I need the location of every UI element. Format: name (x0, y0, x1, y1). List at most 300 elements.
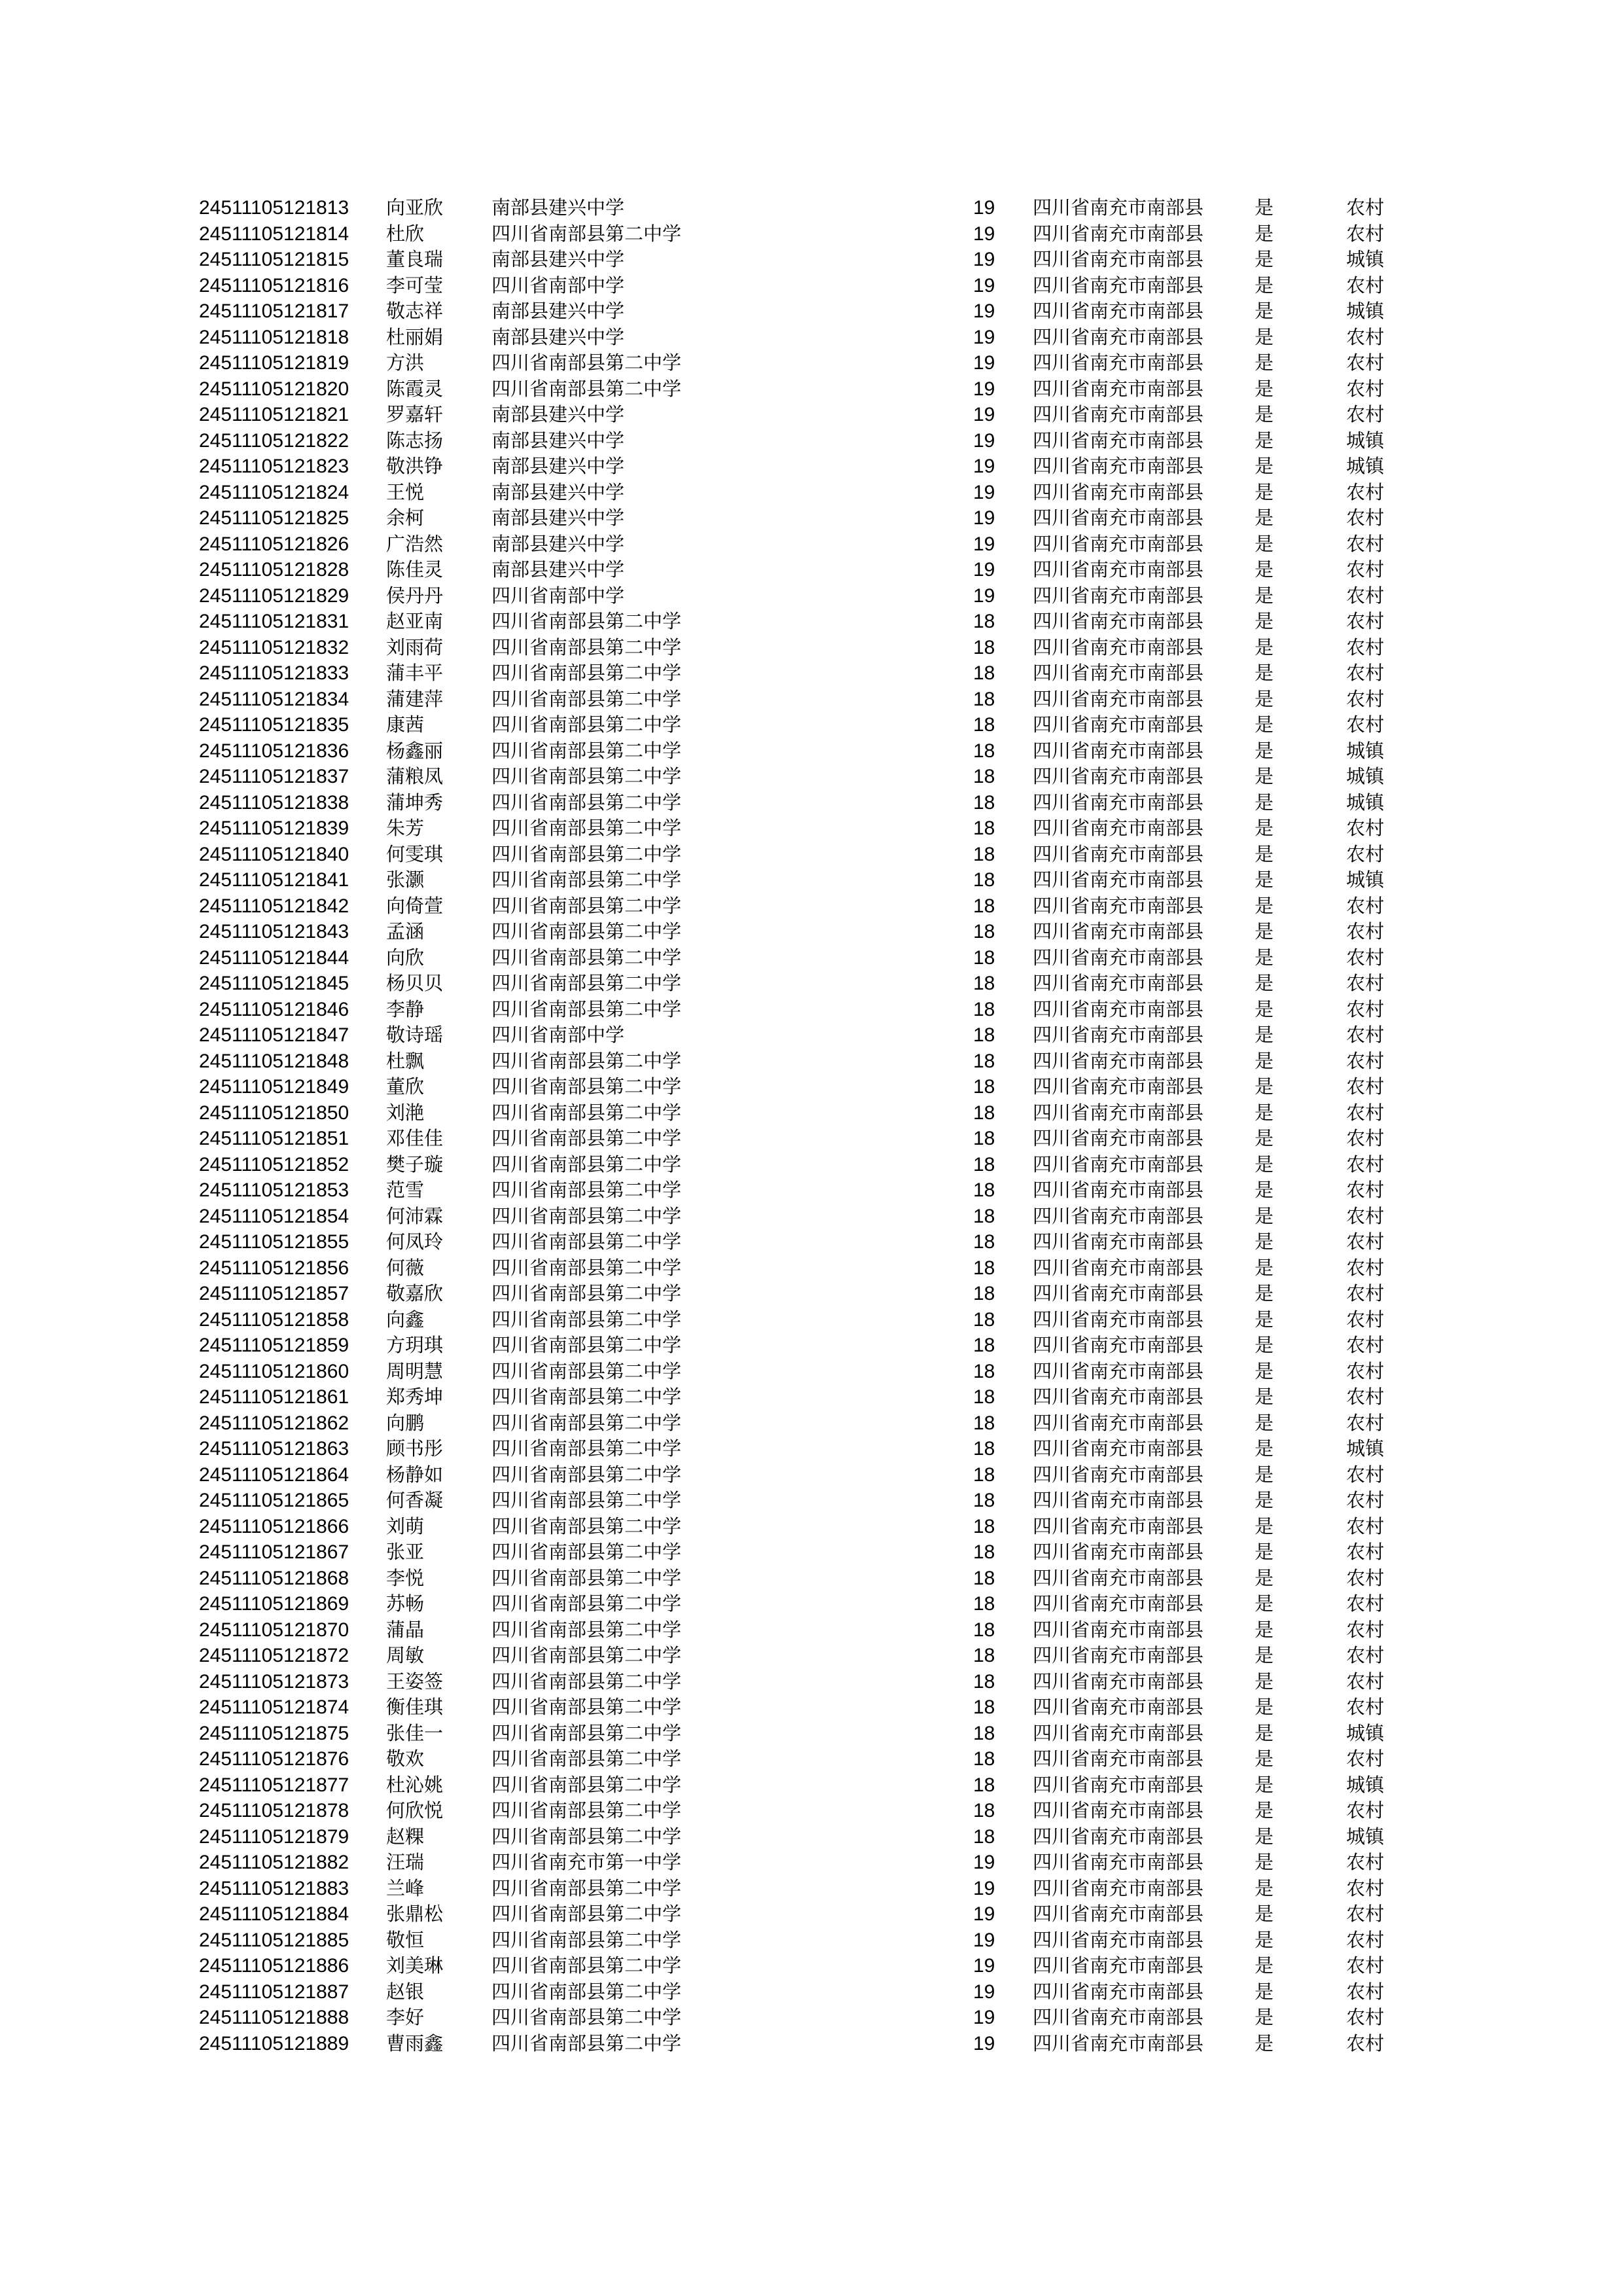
table-row (0, 1617, 1623, 1643)
exam-number: 24511105121864 (199, 1463, 349, 1486)
residence-type: 城镇 (1346, 1721, 1385, 1744)
household-address: 四川省南充市南部县 (1033, 894, 1204, 917)
school-name: 南部县建兴中学 (491, 558, 625, 581)
school-name: 四川省南部县第二中学 (491, 1256, 682, 1279)
student-name: 刘滟 (386, 1101, 425, 1124)
age: 18 (973, 1128, 995, 1149)
eligibility-flag: 是 (1255, 403, 1274, 425)
exam-number: 24511105121832 (199, 636, 349, 658)
exam-number: 24511105121836 (199, 740, 349, 762)
household-address: 四川省南充市南部县 (1033, 1334, 1204, 1356)
exam-number: 24511105121874 (199, 1696, 349, 1718)
residence-type: 农村 (1346, 1153, 1385, 1175)
residence-type: 农村 (1346, 1230, 1385, 1253)
school-name: 四川省南部县第二中学 (491, 1799, 682, 1821)
eligibility-flag: 是 (1255, 842, 1274, 865)
table-row (0, 1436, 1623, 1462)
residence-type: 农村 (1346, 842, 1385, 865)
table-row (0, 1488, 1623, 1514)
exam-number: 24511105121840 (199, 843, 349, 865)
eligibility-flag: 是 (1255, 636, 1274, 658)
school-name: 四川省南部县第二中学 (491, 1230, 682, 1253)
eligibility-flag: 是 (1255, 1101, 1274, 1124)
school-name: 四川省南充市第一中学 (491, 1851, 682, 1873)
school-name: 四川省南部县第二中学 (491, 1437, 682, 1460)
residence-type: 农村 (1346, 1024, 1385, 1046)
residence-type: 农村 (1346, 1411, 1385, 1434)
eligibility-flag: 是 (1255, 1566, 1274, 1589)
exam-number: 24511105121829 (199, 584, 349, 607)
age: 19 (973, 274, 995, 296)
table-row (0, 2031, 1623, 2057)
household-address: 四川省南充市南部县 (1033, 1541, 1204, 1563)
student-name: 杜丽娟 (386, 325, 444, 348)
household-address: 四川省南充市南部县 (1033, 1851, 1204, 1873)
eligibility-flag: 是 (1255, 1618, 1274, 1641)
table-row (0, 298, 1623, 325)
eligibility-flag: 是 (1255, 248, 1274, 270)
student-name: 侯丹丹 (386, 584, 444, 607)
age: 18 (973, 1567, 995, 1589)
student-name: 曹雨鑫 (386, 2032, 444, 2054)
student-name: 蒲晶 (386, 1618, 425, 1641)
residence-type: 农村 (1346, 1696, 1385, 1718)
age: 19 (973, 1903, 995, 1925)
exam-number: 24511105121822 (199, 429, 349, 452)
table-row (0, 764, 1623, 790)
eligibility-flag: 是 (1255, 1386, 1274, 1408)
school-name: 四川省南部县第二中学 (491, 1489, 682, 1511)
school-name: 四川省南部县第二中学 (491, 1359, 682, 1382)
eligibility-flag: 是 (1255, 687, 1274, 710)
eligibility-flag: 是 (1255, 1489, 1274, 1511)
eligibility-flag: 是 (1255, 972, 1274, 994)
table-row (0, 1126, 1623, 1152)
exam-number: 24511105121857 (199, 1283, 349, 1304)
exam-number: 24511105121846 (199, 998, 349, 1020)
table-row (0, 1514, 1623, 1540)
residence-type: 农村 (1346, 1876, 1385, 1899)
household-address: 四川省南充市南部县 (1033, 997, 1204, 1020)
household-address: 四川省南充市南部县 (1033, 1282, 1204, 1304)
eligibility-flag: 是 (1255, 196, 1274, 219)
eligibility-flag: 是 (1255, 662, 1274, 684)
eligibility-flag: 是 (1255, 1359, 1274, 1382)
household-address: 四川省南充市南部县 (1033, 325, 1204, 348)
table-row (0, 221, 1623, 247)
exam-number: 24511105121825 (199, 507, 349, 529)
table-row (0, 1539, 1623, 1566)
student-name: 何雯琪 (386, 842, 444, 865)
school-name: 四川省南部中学 (491, 274, 625, 296)
school-name: 四川省南部县第二中学 (491, 791, 682, 814)
table-row (0, 1049, 1623, 1075)
residence-type: 城镇 (1346, 455, 1385, 477)
student-name: 杜欣 (386, 222, 425, 245)
eligibility-flag: 是 (1255, 1153, 1274, 1175)
household-address: 四川省南充市南部县 (1033, 1696, 1204, 1718)
household-address: 四川省南充市南部县 (1033, 610, 1204, 632)
eligibility-flag: 是 (1255, 946, 1274, 969)
table-row (0, 350, 1623, 376)
residence-type: 农村 (1346, 274, 1385, 296)
student-name: 张鼎松 (386, 1903, 444, 1925)
age: 18 (973, 1438, 995, 1460)
household-address: 四川省南充市南部县 (1033, 817, 1204, 839)
eligibility-flag: 是 (1255, 1903, 1274, 1925)
table-row (0, 325, 1623, 351)
eligibility-flag: 是 (1255, 222, 1274, 245)
age: 19 (973, 1955, 995, 1977)
school-name: 四川省南部县第二中学 (491, 1515, 682, 1537)
household-address: 四川省南充市南部县 (1033, 1566, 1204, 1589)
household-address: 四川省南充市南部县 (1033, 662, 1204, 684)
household-address: 四川省南充市南部县 (1033, 636, 1204, 658)
residence-type: 农村 (1346, 1954, 1385, 1977)
eligibility-flag: 是 (1255, 1954, 1274, 1977)
exam-number: 24511105121844 (199, 946, 349, 969)
eligibility-flag: 是 (1255, 455, 1274, 477)
student-name: 朱芳 (386, 817, 425, 839)
eligibility-flag: 是 (1255, 584, 1274, 607)
age: 18 (973, 1774, 995, 1796)
residence-type: 农村 (1346, 196, 1385, 219)
exam-number: 24511105121875 (199, 1722, 349, 1744)
residence-type: 农村 (1346, 1256, 1385, 1279)
eligibility-flag: 是 (1255, 920, 1274, 942)
table-row (0, 1591, 1623, 1617)
table-row (0, 1384, 1623, 1410)
school-name: 四川省南部县第二中学 (491, 1049, 682, 1072)
age: 18 (973, 1696, 995, 1718)
student-name: 敬嘉欣 (386, 1282, 444, 1304)
table-row (0, 454, 1623, 480)
student-name: 何薇 (386, 1256, 425, 1279)
student-name: 董欣 (386, 1075, 425, 1098)
eligibility-flag: 是 (1255, 2006, 1274, 2028)
household-address: 四川省南充市南部县 (1033, 1256, 1204, 1279)
residence-type: 城镇 (1346, 1825, 1385, 1848)
eligibility-flag: 是 (1255, 713, 1274, 736)
age: 19 (973, 507, 995, 529)
eligibility-flag: 是 (1255, 351, 1274, 374)
student-name: 杨贝贝 (386, 972, 444, 994)
student-name: 向欣 (386, 946, 425, 969)
student-name: 郑秀坤 (386, 1386, 444, 1408)
age: 18 (973, 1800, 995, 1821)
age: 18 (973, 1825, 995, 1848)
residence-type: 农村 (1346, 1386, 1385, 1408)
exam-number: 24511105121814 (199, 223, 349, 245)
age: 18 (973, 1412, 995, 1434)
household-address: 四川省南充市南部县 (1033, 1075, 1204, 1098)
residence-type: 农村 (1346, 997, 1385, 1020)
exam-number: 24511105121819 (199, 352, 349, 374)
household-address: 四川省南充市南部县 (1033, 1359, 1204, 1382)
residence-type: 农村 (1346, 946, 1385, 969)
age: 18 (973, 740, 995, 762)
table-row (0, 273, 1623, 299)
residence-type: 农村 (1346, 1541, 1385, 1563)
residence-type: 农村 (1346, 817, 1385, 839)
school-name: 四川省南部县第二中学 (491, 1928, 682, 1951)
age: 18 (973, 1231, 995, 1253)
student-name: 蒲建萍 (386, 687, 444, 710)
table-row (0, 1410, 1623, 1437)
eligibility-flag: 是 (1255, 869, 1274, 891)
table-row (0, 1307, 1623, 1333)
household-address: 四川省南充市南部县 (1033, 1825, 1204, 1848)
school-name: 四川省南部县第二中学 (491, 1308, 682, 1331)
residence-type: 农村 (1346, 972, 1385, 994)
eligibility-flag: 是 (1255, 610, 1274, 632)
school-name: 四川省南部县第二中学 (491, 1282, 682, 1304)
exam-number: 24511105121833 (199, 662, 349, 684)
household-address: 四川省南充市南部县 (1033, 248, 1204, 270)
table-row (0, 1746, 1623, 1772)
residence-type: 城镇 (1346, 869, 1385, 891)
household-address: 四川省南充市南部县 (1033, 2006, 1204, 2028)
table-row (0, 376, 1623, 403)
exam-number: 24511105121839 (199, 817, 349, 839)
school-name: 四川省南部县第二中学 (491, 1876, 682, 1899)
household-address: 四川省南充市南部县 (1033, 274, 1204, 296)
residence-type: 农村 (1346, 403, 1385, 425)
student-name: 刘美琳 (386, 1954, 444, 1977)
household-address: 四川省南充市南部县 (1033, 377, 1204, 400)
household-address: 四川省南充市南部县 (1033, 300, 1204, 322)
exam-number: 24511105121845 (199, 973, 349, 994)
table-row (0, 1850, 1623, 1876)
household-address: 四川省南充市南部县 (1033, 196, 1204, 219)
age: 18 (973, 1153, 995, 1175)
eligibility-flag: 是 (1255, 507, 1274, 529)
school-name: 四川省南部县第二中学 (491, 687, 682, 710)
table-row (0, 1876, 1623, 1902)
age: 18 (973, 1541, 995, 1563)
household-address: 四川省南充市南部县 (1033, 946, 1204, 969)
age: 18 (973, 636, 995, 658)
residence-type: 农村 (1346, 1644, 1385, 1666)
school-name: 四川省南部县第二中学 (491, 1748, 682, 1770)
school-name: 四川省南部县第二中学 (491, 1386, 682, 1408)
age: 18 (973, 1386, 995, 1408)
household-address: 四川省南充市南部县 (1033, 1411, 1204, 1434)
table-row (0, 1979, 1623, 2005)
exam-number: 24511105121834 (199, 688, 349, 710)
age: 18 (973, 1645, 995, 1666)
age: 18 (973, 1257, 995, 1279)
age: 18 (973, 1593, 995, 1615)
school-name: 南部县建兴中学 (491, 480, 625, 503)
residence-type: 农村 (1346, 1799, 1385, 1821)
residence-type: 农村 (1346, 1903, 1385, 1925)
eligibility-flag: 是 (1255, 1670, 1274, 1693)
eligibility-flag: 是 (1255, 274, 1274, 296)
exam-number: 24511105121821 (199, 404, 349, 425)
school-name: 四川省南部县第二中学 (491, 946, 682, 969)
residence-type: 农村 (1346, 1179, 1385, 1201)
table-row (0, 1229, 1623, 1255)
student-name: 敬诗瑶 (386, 1024, 444, 1046)
age: 19 (973, 2007, 995, 2028)
table-row (0, 945, 1623, 971)
household-address: 四川省南充市南部县 (1033, 713, 1204, 736)
household-address: 四川省南充市南部县 (1033, 1799, 1204, 1821)
student-name: 张佳一 (386, 1721, 444, 1744)
table-row (0, 1177, 1623, 1204)
household-address: 四川省南充市南部县 (1033, 869, 1204, 891)
age: 18 (973, 973, 995, 994)
school-name: 四川省南部县第二中学 (491, 2032, 682, 2054)
eligibility-flag: 是 (1255, 2032, 1274, 2054)
student-name: 李静 (386, 997, 425, 1020)
exam-number: 24511105121884 (199, 1903, 349, 1925)
household-address: 四川省南充市南部县 (1033, 920, 1204, 942)
exam-number: 24511105121852 (199, 1153, 349, 1175)
school-name: 四川省南部县第二中学 (491, 1334, 682, 1356)
student-name: 何欣悦 (386, 1799, 444, 1821)
table-row (0, 1772, 1623, 1799)
household-address: 四川省南充市南部县 (1033, 1386, 1204, 1408)
residence-type: 城镇 (1346, 739, 1385, 762)
eligibility-flag: 是 (1255, 739, 1274, 762)
eligibility-flag: 是 (1255, 325, 1274, 348)
school-name: 四川省南部县第二中学 (491, 1101, 682, 1124)
household-address: 四川省南充市南部县 (1033, 2032, 1204, 2054)
residence-type: 农村 (1346, 713, 1385, 736)
school-name: 四川省南部县第二中学 (491, 1954, 682, 1977)
exam-number: 24511105121820 (199, 378, 349, 400)
residence-type: 农村 (1346, 1489, 1385, 1511)
residence-type: 城镇 (1346, 765, 1385, 787)
student-name: 李好 (386, 2006, 425, 2028)
student-name: 陈霞灵 (386, 377, 444, 400)
student-name: 罗嘉轩 (386, 403, 444, 425)
residence-type: 农村 (1346, 1334, 1385, 1356)
student-name: 邓佳佳 (386, 1127, 444, 1149)
student-name: 方玥琪 (386, 1334, 444, 1356)
age: 18 (973, 843, 995, 865)
exam-number: 24511105121841 (199, 869, 349, 891)
table-row (0, 247, 1623, 273)
school-name: 四川省南部县第二中学 (491, 1204, 682, 1227)
eligibility-flag: 是 (1255, 1282, 1274, 1304)
age: 19 (973, 559, 995, 581)
table-row (0, 1255, 1623, 1282)
table-row (0, 1953, 1623, 1979)
school-name: 四川省南部县第二中学 (491, 842, 682, 865)
residence-type: 农村 (1346, 532, 1385, 555)
residence-type: 城镇 (1346, 429, 1385, 452)
residence-type: 农村 (1346, 1748, 1385, 1770)
table-row (0, 1721, 1623, 1747)
exam-number: 24511105121854 (199, 1205, 349, 1227)
table-row (0, 1281, 1623, 1307)
table-row (0, 1100, 1623, 1126)
student-name: 刘雨荷 (386, 636, 444, 658)
eligibility-flag: 是 (1255, 532, 1274, 555)
household-address: 四川省南充市南部县 (1033, 765, 1204, 787)
school-name: 四川省南部县第二中学 (491, 1696, 682, 1718)
residence-type: 城镇 (1346, 300, 1385, 322)
household-address: 四川省南充市南部县 (1033, 1463, 1204, 1486)
student-name: 杜沁姚 (386, 1773, 444, 1796)
exam-number: 24511105121866 (199, 1515, 349, 1537)
school-name: 四川省南部县第二中学 (491, 1541, 682, 1563)
table-row (0, 738, 1623, 764)
eligibility-flag: 是 (1255, 480, 1274, 503)
school-name: 四川省南部县第二中学 (491, 1127, 682, 1149)
age: 19 (973, 404, 995, 425)
school-name: 四川省南部中学 (491, 1024, 625, 1046)
residence-type: 农村 (1346, 1101, 1385, 1124)
student-name: 方洪 (386, 351, 425, 374)
table-row (0, 687, 1623, 713)
table-row (0, 583, 1623, 609)
table-row (0, 557, 1623, 583)
exam-number: 24511105121831 (199, 611, 349, 632)
school-name: 四川省南部县第二中学 (491, 869, 682, 891)
school-name: 四川省南部县第二中学 (491, 1075, 682, 1098)
eligibility-flag: 是 (1255, 1748, 1274, 1770)
residence-type: 农村 (1346, 507, 1385, 529)
school-name: 南部县建兴中学 (491, 325, 625, 348)
age: 18 (973, 998, 995, 1020)
school-name: 南部县建兴中学 (491, 532, 625, 555)
exam-number: 24511105121869 (199, 1593, 349, 1615)
school-name: 四川省南部县第二中学 (491, 817, 682, 839)
student-name: 李悦 (386, 1566, 425, 1589)
exam-number: 24511105121826 (199, 533, 349, 555)
exam-number: 24511105121853 (199, 1179, 349, 1201)
school-name: 四川省南部县第二中学 (491, 610, 682, 632)
age: 18 (973, 1515, 995, 1537)
student-name: 何凤玲 (386, 1230, 444, 1253)
residence-type: 农村 (1346, 1204, 1385, 1227)
exam-number: 24511105121889 (199, 2032, 349, 2054)
school-name: 南部县建兴中学 (491, 507, 625, 529)
age: 19 (973, 1981, 995, 2003)
residence-type: 农村 (1346, 1075, 1385, 1098)
age: 18 (973, 1283, 995, 1304)
exam-number: 24511105121815 (199, 249, 349, 270)
exam-number: 24511105121882 (199, 1852, 349, 1873)
table-row (0, 1643, 1623, 1669)
residence-type: 城镇 (1346, 791, 1385, 814)
eligibility-flag: 是 (1255, 997, 1274, 1020)
table-row (0, 660, 1623, 687)
school-name: 四川省南部县第二中学 (491, 1825, 682, 1848)
school-name: 四川省南部县第二中学 (491, 1980, 682, 2003)
eligibility-flag: 是 (1255, 1334, 1274, 1356)
exam-number: 24511105121828 (199, 559, 349, 581)
age: 19 (973, 533, 995, 555)
age: 18 (973, 1308, 995, 1331)
eligibility-flag: 是 (1255, 1204, 1274, 1227)
household-address: 四川省南充市南部县 (1033, 1928, 1204, 1951)
student-name: 樊子璇 (386, 1153, 444, 1175)
exam-number: 24511105121887 (199, 1981, 349, 2003)
household-address: 四川省南充市南部县 (1033, 429, 1204, 452)
residence-type: 农村 (1346, 1463, 1385, 1486)
student-name: 王悦 (386, 480, 425, 503)
household-address: 四川省南充市南部县 (1033, 1721, 1204, 1744)
table-row (0, 790, 1623, 816)
student-list (0, 195, 1623, 2056)
exam-number: 24511105121876 (199, 1748, 349, 1770)
age: 18 (973, 1335, 995, 1356)
